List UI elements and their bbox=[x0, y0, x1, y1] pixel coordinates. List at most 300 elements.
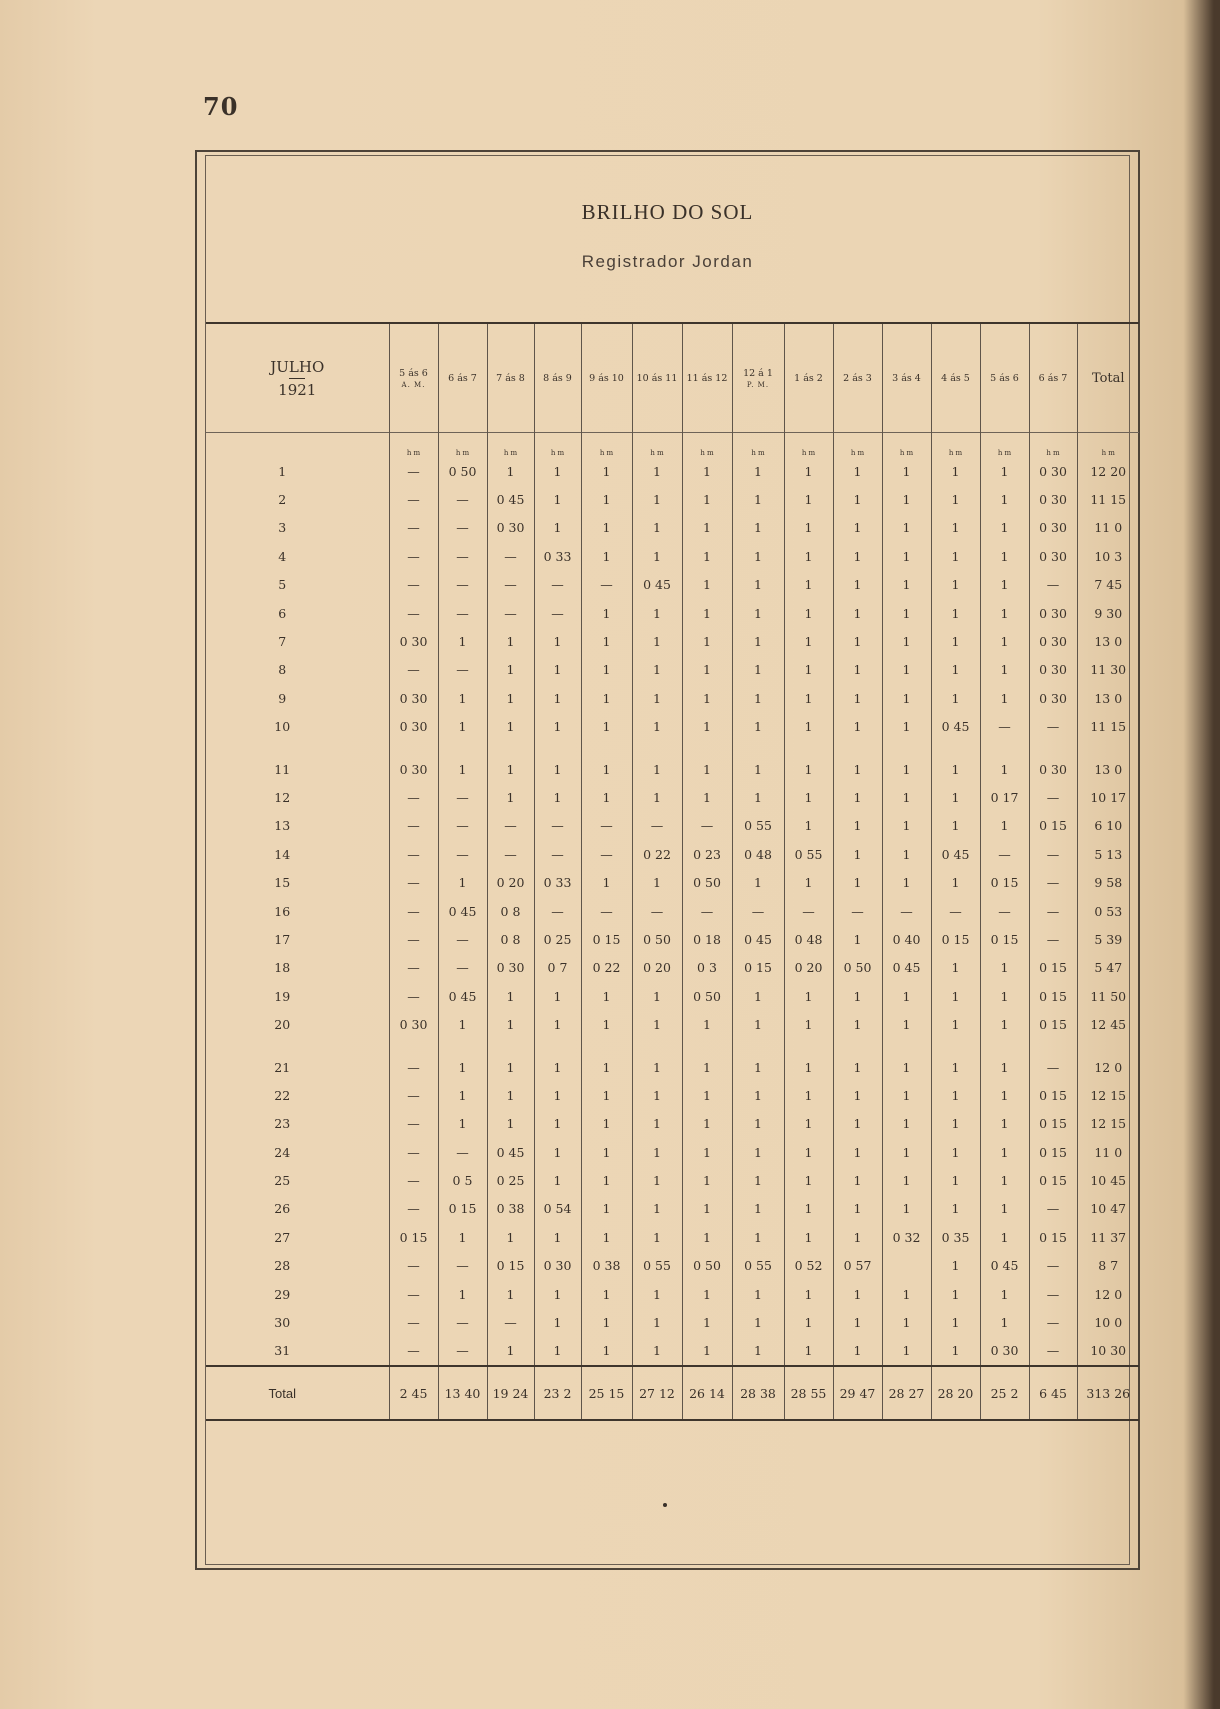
hour-cell: 1 bbox=[438, 713, 487, 741]
hour-cell: — bbox=[389, 1337, 438, 1366]
day-cell: 2 bbox=[206, 485, 389, 513]
table-row bbox=[206, 542, 1139, 570]
hour-cell: 1 bbox=[682, 1280, 732, 1308]
hour-cell: — bbox=[1029, 897, 1077, 925]
row-total-cell: 11 50 bbox=[1090, 988, 1127, 1004]
hour-cell: 1 bbox=[534, 741, 581, 783]
hour-cell: 1 bbox=[632, 1081, 682, 1109]
hour-cell: 1 bbox=[931, 1280, 980, 1308]
day-cell: 6 bbox=[206, 599, 389, 627]
hour-cell: — bbox=[980, 897, 1029, 925]
hour-cell: 1 bbox=[980, 656, 1029, 684]
hour-cell: 0 33 bbox=[534, 868, 581, 896]
hour-cell: — bbox=[632, 897, 682, 925]
column-total-cell: 25 2 bbox=[980, 1366, 1029, 1420]
hour-cell: 1 bbox=[732, 684, 784, 712]
hour-cell: 1 bbox=[632, 1166, 682, 1194]
grand-total-cell: 313 26 bbox=[1077, 1366, 1139, 1420]
hour-cell: 1 bbox=[882, 684, 931, 712]
row-total-cell: 9 30 bbox=[1094, 605, 1123, 621]
table-row bbox=[206, 1081, 1139, 1109]
hour-cell: 1 bbox=[784, 542, 833, 570]
hour-cell: 1 bbox=[980, 1195, 1029, 1223]
hour-cell: 1 bbox=[980, 1166, 1029, 1194]
hour-cell: 1 bbox=[833, 1110, 882, 1138]
hour-cell: 0 25 bbox=[487, 1166, 534, 1194]
column-total-cell: 28 38 bbox=[732, 1366, 784, 1420]
hour-cell: 1 bbox=[882, 741, 931, 783]
unit-label: h m bbox=[389, 433, 438, 458]
column-total-cell: 23 2 bbox=[534, 1366, 581, 1420]
hour-cell: — bbox=[1029, 1039, 1077, 1081]
hour-cell: 1 bbox=[784, 1308, 833, 1336]
hour-cell: 1 bbox=[682, 457, 732, 485]
hour-cell: 1 bbox=[682, 1110, 732, 1138]
hour-cell: — bbox=[1029, 1195, 1077, 1223]
hour-cell: 0 50 bbox=[438, 457, 487, 485]
hour-cell: 0 8 bbox=[487, 897, 534, 925]
month-year-rule bbox=[289, 378, 305, 379]
hour-cell: 0 30 bbox=[487, 954, 534, 982]
col-header-5 bbox=[581, 323, 632, 433]
hour-cell: 0 30 bbox=[1029, 684, 1077, 712]
hour-cell: — bbox=[438, 514, 487, 542]
hour-cell: — bbox=[389, 783, 438, 811]
hour-cell: 0 15 bbox=[1029, 1166, 1077, 1194]
row-total-cell: 11 0 bbox=[1094, 1144, 1123, 1160]
row-total-cell: 10 45 bbox=[1090, 1173, 1127, 1189]
hour-cell: 1 bbox=[882, 542, 931, 570]
hour-cell: 0 15 bbox=[1029, 1010, 1077, 1038]
column-total-cell: 28 27 bbox=[882, 1366, 931, 1420]
hour-cell: 1 bbox=[882, 1110, 931, 1138]
hour-cell: 1 bbox=[882, 1081, 931, 1109]
hour-cell: 1 bbox=[931, 1110, 980, 1138]
hour-cell: 0 48 bbox=[732, 840, 784, 868]
hour-cell: 0 55 bbox=[784, 840, 833, 868]
hour-cell: 1 bbox=[784, 1223, 833, 1251]
hour-cell: 1 bbox=[632, 599, 682, 627]
hour-cell: 1 bbox=[732, 1039, 784, 1081]
hour-cell: 1 bbox=[882, 1166, 931, 1194]
hour-cell: 1 bbox=[980, 457, 1029, 485]
day-cell: 5 bbox=[206, 571, 389, 599]
units-blank bbox=[206, 433, 389, 458]
hour-cell: 1 bbox=[784, 656, 833, 684]
hour-cell: 1 bbox=[682, 514, 732, 542]
hour-cell: 1 bbox=[632, 684, 682, 712]
hour-cell: 1 bbox=[534, 783, 581, 811]
hour-cell: — bbox=[389, 1039, 438, 1081]
hour-cell: 1 bbox=[487, 1081, 534, 1109]
hour-cell: 0 18 bbox=[682, 925, 732, 953]
table-row bbox=[206, 656, 1139, 684]
row-total-cell: 9 58 bbox=[1094, 875, 1123, 891]
table-row bbox=[206, 783, 1139, 811]
unit-label: h m bbox=[732, 433, 784, 458]
hour-cell: 0 30 bbox=[1029, 599, 1077, 627]
col-header-13 bbox=[980, 323, 1029, 433]
hour-cell: 1 bbox=[632, 457, 682, 485]
hour-cell: — bbox=[438, 485, 487, 513]
hour-cell: 1 bbox=[534, 514, 581, 542]
hour-cell: 1 bbox=[980, 542, 1029, 570]
hour-cell: 1 bbox=[833, 1081, 882, 1109]
hour-cell: 0 45 bbox=[438, 897, 487, 925]
row-total-cell: 5 47 bbox=[1094, 960, 1123, 976]
table-row bbox=[206, 485, 1139, 513]
hour-cell: 0 30 bbox=[389, 627, 438, 655]
unit-label: h m bbox=[438, 433, 487, 458]
hour-cell: 1 bbox=[931, 1138, 980, 1166]
hour-cell: 1 bbox=[732, 1138, 784, 1166]
hour-cell: 1 bbox=[833, 840, 882, 868]
hour-cell: 1 bbox=[534, 627, 581, 655]
hour-cell: 1 bbox=[980, 1081, 1029, 1109]
row-total-cell: 12 20 bbox=[1090, 463, 1127, 479]
hour-cell: 0 15 bbox=[1029, 1138, 1077, 1166]
page-title: BRILHO DO SOL bbox=[581, 200, 754, 224]
hour-cell: 1 bbox=[833, 599, 882, 627]
table-row bbox=[206, 1223, 1139, 1251]
day-cell: 12 bbox=[206, 783, 389, 811]
col-header-7 bbox=[682, 323, 732, 433]
col-header-8 bbox=[732, 323, 784, 433]
hour-cell: — bbox=[534, 812, 581, 840]
hour-cell: 0 45 bbox=[438, 982, 487, 1010]
hour-cell: — bbox=[732, 897, 784, 925]
hour-cell: 0 45 bbox=[732, 925, 784, 953]
hour-cell: — bbox=[1029, 1337, 1077, 1366]
hour-cell: 1 bbox=[534, 457, 581, 485]
day-cell: 3 bbox=[206, 514, 389, 542]
hour-cell: 1 bbox=[732, 656, 784, 684]
hour-cell: — bbox=[487, 571, 534, 599]
row-total-cell: 11 30 bbox=[1090, 662, 1127, 678]
hour-cell: 1 bbox=[732, 485, 784, 513]
table-row bbox=[206, 627, 1139, 655]
row-total-cell: 10 0 bbox=[1094, 1315, 1123, 1331]
day-cell: 27 bbox=[206, 1223, 389, 1251]
hour-cell: 1 bbox=[931, 485, 980, 513]
hour-cell: 1 bbox=[784, 1110, 833, 1138]
hour-cell: 1 bbox=[882, 571, 931, 599]
table-row bbox=[206, 1166, 1139, 1194]
row-total-cell: 6 10 bbox=[1094, 818, 1123, 834]
hour-cell: 1 bbox=[833, 812, 882, 840]
hour-cell: 1 bbox=[931, 1010, 980, 1038]
hour-cell: 1 bbox=[682, 783, 732, 811]
hour-cell: 0 50 bbox=[682, 982, 732, 1010]
hour-cell: 1 bbox=[732, 1166, 784, 1194]
page-number: 70 bbox=[203, 92, 239, 121]
hour-cell: 1 bbox=[581, 783, 632, 811]
hour-cell: 1 bbox=[931, 1166, 980, 1194]
hour-cell: 0 30 bbox=[487, 514, 534, 542]
hour-cell: 1 bbox=[931, 783, 980, 811]
hour-cell: 0 30 bbox=[1029, 627, 1077, 655]
hour-cell: 1 bbox=[732, 868, 784, 896]
day-cell: 29 bbox=[206, 1280, 389, 1308]
hour-cell: 1 bbox=[438, 1081, 487, 1109]
hour-cell: — bbox=[1029, 1252, 1077, 1280]
hour-cell: 1 bbox=[882, 1039, 931, 1081]
hour-cell: — bbox=[438, 840, 487, 868]
day-cell: 7 bbox=[206, 627, 389, 655]
hour-cell: 1 bbox=[833, 627, 882, 655]
hour-cell: — bbox=[389, 1280, 438, 1308]
hour-cell: 0 7 bbox=[534, 954, 581, 982]
table-row bbox=[206, 1110, 1139, 1138]
hour-cell: — bbox=[534, 599, 581, 627]
hour-cell: 1 bbox=[732, 1110, 784, 1138]
hour-cell: — bbox=[438, 812, 487, 840]
day-cell: 26 bbox=[206, 1195, 389, 1223]
col-header-label: 11 ás 12 bbox=[686, 372, 728, 384]
hour-cell: 1 bbox=[632, 1308, 682, 1336]
hour-cell: 1 bbox=[784, 1337, 833, 1366]
hour-cell: — bbox=[581, 571, 632, 599]
hour-cell: — bbox=[389, 982, 438, 1010]
hour-cell: — bbox=[389, 1166, 438, 1194]
hour-cell: 1 bbox=[682, 741, 732, 783]
unit-label: h m bbox=[682, 433, 732, 458]
hour-cell: 0 15 bbox=[931, 925, 980, 953]
hour-cell: — bbox=[438, 1337, 487, 1366]
hour-cell: 0 17 bbox=[980, 783, 1029, 811]
hour-cell: 1 bbox=[581, 542, 632, 570]
hour-cell: 0 15 bbox=[980, 925, 1029, 953]
table-row bbox=[206, 741, 1139, 783]
hour-cell: 0 38 bbox=[581, 1252, 632, 1280]
hour-cell: 1 bbox=[581, 627, 632, 655]
hour-cell: 1 bbox=[833, 1010, 882, 1038]
hour-cell: 1 bbox=[882, 457, 931, 485]
day-cell: 16 bbox=[206, 897, 389, 925]
hour-cell: 1 bbox=[732, 1195, 784, 1223]
hour-cell: 0 33 bbox=[534, 542, 581, 570]
hour-cell: 1 bbox=[632, 1110, 682, 1138]
hour-cell: 1 bbox=[732, 1308, 784, 1336]
hour-cell: 1 bbox=[980, 1223, 1029, 1251]
hour-cell: 1 bbox=[632, 1195, 682, 1223]
hour-cell: 0 15 bbox=[980, 868, 1029, 896]
hour-cell: 1 bbox=[833, 571, 882, 599]
hour-cell: 1 bbox=[980, 954, 1029, 982]
hour-cell: 1 bbox=[931, 656, 980, 684]
hour-cell: 0 23 bbox=[682, 840, 732, 868]
hour-cell: 1 bbox=[534, 982, 581, 1010]
hour-cell: 1 bbox=[438, 684, 487, 712]
col-header-6 bbox=[632, 323, 682, 433]
hour-cell: 1 bbox=[632, 868, 682, 896]
hour-cell: 1 bbox=[931, 1039, 980, 1081]
month-header bbox=[206, 323, 389, 433]
hour-cell: — bbox=[438, 954, 487, 982]
hour-cell: 1 bbox=[581, 1223, 632, 1251]
hour-cell: 1 bbox=[931, 457, 980, 485]
hour-cell: 0 22 bbox=[581, 954, 632, 982]
hour-cell: 1 bbox=[534, 1138, 581, 1166]
hour-cell: — bbox=[389, 571, 438, 599]
ink-speck bbox=[663, 1503, 667, 1507]
hour-cell: 1 bbox=[931, 514, 980, 542]
col-header-label: 1 ás 2 bbox=[794, 372, 823, 384]
row-total-cell: 13 0 bbox=[1094, 690, 1123, 706]
page-subtitle: Registrador Jordan bbox=[581, 252, 754, 271]
column-total-cell: 26 14 bbox=[682, 1366, 732, 1420]
unit-label: h m bbox=[632, 433, 682, 458]
hour-cell: — bbox=[581, 840, 632, 868]
table-row bbox=[206, 1252, 1139, 1280]
col-header-label: 7 ás 8 bbox=[496, 372, 525, 384]
hour-cell: — bbox=[438, 783, 487, 811]
hour-cell: 1 bbox=[632, 656, 682, 684]
hour-cell: — bbox=[581, 897, 632, 925]
hour-cell: 0 3 bbox=[682, 954, 732, 982]
hour-cell: 1 bbox=[732, 1337, 784, 1366]
hour-cell: 1 bbox=[882, 783, 931, 811]
hour-cell: 1 bbox=[682, 1081, 732, 1109]
hour-cell: — bbox=[438, 656, 487, 684]
hour-cell: 1 bbox=[534, 1166, 581, 1194]
hour-cell: 1 bbox=[487, 656, 534, 684]
hour-cell: 1 bbox=[931, 1081, 980, 1109]
column-total-cell: 25 15 bbox=[581, 1366, 632, 1420]
hour-cell: — bbox=[389, 599, 438, 627]
hour-cell: 1 bbox=[534, 1308, 581, 1336]
hour-cell: 1 bbox=[487, 1337, 534, 1366]
hour-cell: 1 bbox=[487, 457, 534, 485]
hour-cell: 1 bbox=[882, 868, 931, 896]
hour-cell: 0 25 bbox=[534, 925, 581, 953]
hour-cell: 1 bbox=[632, 627, 682, 655]
col-header-label: 12 á 1 bbox=[743, 367, 773, 379]
hour-cell: 1 bbox=[732, 571, 784, 599]
hour-cell: 1 bbox=[732, 599, 784, 627]
hour-cell: 1 bbox=[632, 783, 682, 811]
hour-cell: 1 bbox=[438, 741, 487, 783]
hour-cell: 1 bbox=[487, 741, 534, 783]
table-row bbox=[206, 1337, 1139, 1366]
hour-cell: 0 38 bbox=[487, 1195, 534, 1223]
hour-cell: 0 15 bbox=[389, 1223, 438, 1251]
row-total-cell: 12 15 bbox=[1090, 1087, 1127, 1103]
day-cell: 25 bbox=[206, 1166, 389, 1194]
col-header-label: 5 ás 6 bbox=[399, 367, 428, 379]
table-row bbox=[206, 1280, 1139, 1308]
row-total-cell: 10 17 bbox=[1090, 789, 1127, 805]
col-header-12 bbox=[931, 323, 980, 433]
hour-cell: 1 bbox=[487, 1010, 534, 1038]
hour-cell: 1 bbox=[632, 1223, 682, 1251]
hour-cell: 1 bbox=[534, 684, 581, 712]
row-total-cell: 13 0 bbox=[1094, 761, 1123, 777]
table-row bbox=[206, 982, 1139, 1010]
hour-cell: 0 30 bbox=[1029, 514, 1077, 542]
hour-cell: 0 45 bbox=[882, 954, 931, 982]
hour-cell: 1 bbox=[682, 1166, 732, 1194]
hour-cell: 1 bbox=[632, 1010, 682, 1038]
hour-cell: — bbox=[389, 1252, 438, 1280]
hour-cell: — bbox=[389, 1110, 438, 1138]
table-row bbox=[206, 457, 1139, 485]
col-header-label: 2 ás 3 bbox=[843, 372, 872, 384]
hour-cell: — bbox=[389, 1138, 438, 1166]
hour-cell: 1 bbox=[534, 1110, 581, 1138]
hour-cell: 1 bbox=[784, 1010, 833, 1038]
hour-cell: 1 bbox=[784, 514, 833, 542]
hour-cell: — bbox=[487, 1308, 534, 1336]
hour-cell: 1 bbox=[833, 1166, 882, 1194]
day-cell: 18 bbox=[206, 954, 389, 982]
hour-cell: 1 bbox=[581, 1010, 632, 1038]
unit-label: h m bbox=[581, 433, 632, 458]
hour-cell: 1 bbox=[931, 741, 980, 783]
hour-cell: 1 bbox=[784, 1195, 833, 1223]
hour-cell: 1 bbox=[581, 1195, 632, 1223]
hour-cell: 1 bbox=[632, 485, 682, 513]
day-cell: 1 bbox=[206, 457, 389, 485]
hour-cell: 1 bbox=[784, 485, 833, 513]
hour-cell: 0 15 bbox=[1029, 1081, 1077, 1109]
hour-cell: 0 15 bbox=[1029, 1223, 1077, 1251]
hour-cell: 0 22 bbox=[632, 840, 682, 868]
hour-cell: 1 bbox=[632, 1039, 682, 1081]
table-head bbox=[206, 323, 1139, 457]
hour-cell: 1 bbox=[833, 1138, 882, 1166]
col-header-label: 10 ás 11 bbox=[636, 372, 678, 384]
row-total-cell: 10 3 bbox=[1094, 548, 1123, 564]
hour-cell: — bbox=[1029, 840, 1077, 868]
hour-cell: 1 bbox=[931, 1195, 980, 1223]
hour-cell: 0 30 bbox=[389, 684, 438, 712]
hour-cell: — bbox=[438, 1308, 487, 1336]
day-cell: 8 bbox=[206, 656, 389, 684]
row-total-cell: 5 13 bbox=[1094, 846, 1123, 862]
day-cell: 23 bbox=[206, 1110, 389, 1138]
hour-cell: 1 bbox=[784, 457, 833, 485]
hour-cell: 1 bbox=[682, 713, 732, 741]
hour-cell: 1 bbox=[931, 599, 980, 627]
hour-cell: 1 bbox=[931, 812, 980, 840]
hour-cell: 1 bbox=[931, 1308, 980, 1336]
col-header-label: 8 ás 9 bbox=[543, 372, 572, 384]
hour-cell: 0 50 bbox=[632, 925, 682, 953]
hour-cell: 1 bbox=[438, 1280, 487, 1308]
hour-cell: — bbox=[833, 897, 882, 925]
hour-cell: 1 bbox=[980, 812, 1029, 840]
row-total-cell: 11 15 bbox=[1090, 719, 1127, 735]
units-row bbox=[206, 433, 1139, 458]
hour-cell: 1 bbox=[732, 982, 784, 1010]
hour-cell: 1 bbox=[487, 982, 534, 1010]
hour-cell: 1 bbox=[581, 982, 632, 1010]
hour-cell: — bbox=[882, 897, 931, 925]
hour-cell: 1 bbox=[732, 783, 784, 811]
row-total-cell: 5 39 bbox=[1094, 931, 1123, 947]
hour-cell: 1 bbox=[534, 1010, 581, 1038]
table-row bbox=[206, 1039, 1139, 1081]
hour-cell: 1 bbox=[581, 1337, 632, 1366]
column-total-cell: 28 55 bbox=[784, 1366, 833, 1420]
unit-label: h m bbox=[931, 433, 980, 458]
day-cell: 30 bbox=[206, 1308, 389, 1336]
hour-cell: 0 20 bbox=[487, 868, 534, 896]
col-header-label: 4 ás 5 bbox=[941, 372, 970, 384]
hour-cell: 0 40 bbox=[882, 925, 931, 953]
hour-cell: 1 bbox=[882, 1337, 931, 1366]
